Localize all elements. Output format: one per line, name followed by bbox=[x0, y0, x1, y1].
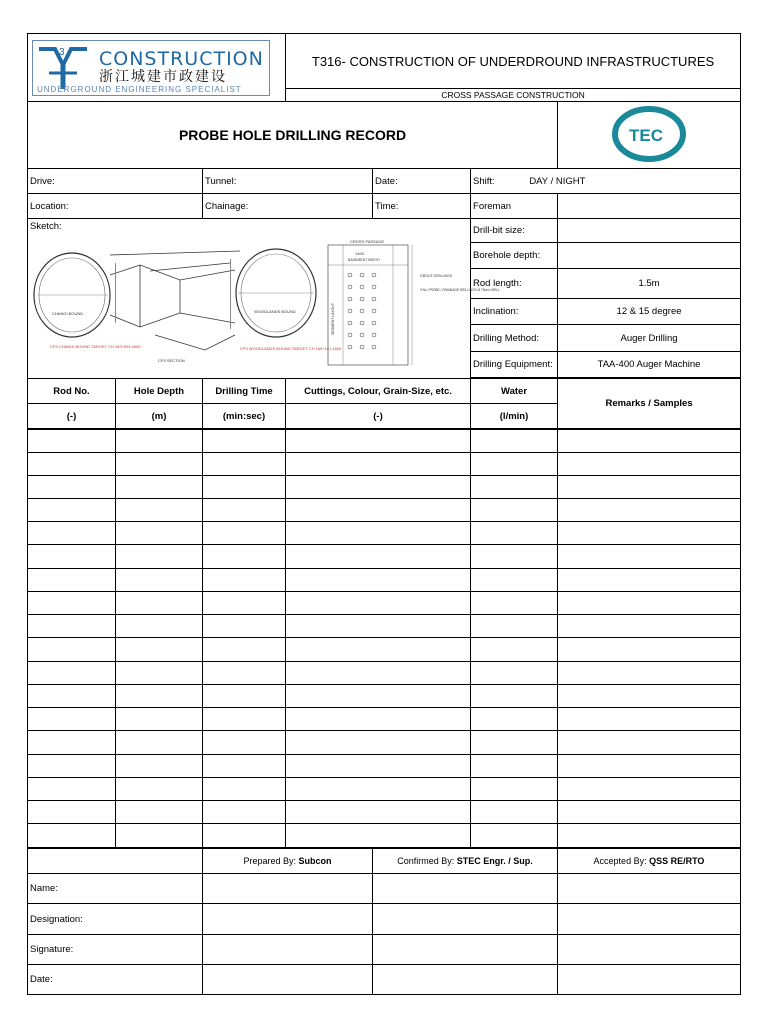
rod-no-cell[interactable] bbox=[28, 685, 116, 708]
remarks-cell[interactable] bbox=[558, 453, 741, 476]
drilling-time-cell[interactable] bbox=[203, 778, 286, 801]
remarks-cell[interactable] bbox=[558, 430, 741, 453]
log-row bbox=[28, 522, 741, 545]
log-row bbox=[28, 453, 741, 476]
rod-no-cell[interactable] bbox=[28, 453, 116, 476]
client-logo-icon bbox=[609, 105, 689, 163]
shift-value: DAY / NIGHT bbox=[529, 175, 586, 187]
col-remarks: Remarks / Samples bbox=[558, 379, 741, 429]
signoff-header-row bbox=[28, 849, 741, 874]
signoff-blank bbox=[28, 849, 203, 874]
log-row bbox=[28, 708, 741, 731]
shift-cell bbox=[471, 169, 741, 194]
cuttings-cell[interactable] bbox=[286, 522, 471, 545]
company-logo bbox=[32, 40, 270, 96]
water-cell[interactable] bbox=[471, 592, 558, 615]
signoff-designation-prepared[interactable] bbox=[203, 904, 373, 935]
signoff-designation-label: Designation: bbox=[28, 904, 203, 935]
remarks-cell[interactable] bbox=[558, 476, 741, 499]
remarks-cell[interactable] bbox=[558, 731, 741, 755]
rod-no-cell[interactable] bbox=[28, 476, 116, 499]
rod-no-cell[interactable] bbox=[28, 755, 116, 778]
hole-depth-cell[interactable] bbox=[116, 453, 203, 476]
signoff-date-accepted[interactable] bbox=[558, 965, 741, 995]
width-label: 1400 bbox=[355, 251, 364, 256]
rod-length-label: Rod length: bbox=[471, 269, 558, 299]
hole-depth-cell[interactable] bbox=[116, 685, 203, 708]
signoff-name-label: Name: bbox=[28, 874, 203, 904]
signoff-signature-confirmed[interactable] bbox=[373, 935, 558, 965]
hole-depth-cell[interactable] bbox=[116, 615, 203, 638]
hole-depth-cell[interactable] bbox=[116, 430, 203, 453]
cross-passage-outline bbox=[110, 251, 240, 350]
accepted-by-prefix: Accepted By: bbox=[593, 856, 650, 866]
signoff-row bbox=[28, 965, 741, 995]
drill-bit-value[interactable] bbox=[558, 219, 741, 243]
sub-title: CROSS PASSAGE CONSTRUCTION bbox=[286, 89, 741, 102]
section-label: CP3 SECTION bbox=[158, 358, 185, 363]
drilling-time-cell[interactable] bbox=[203, 708, 286, 731]
hole-depth-cell[interactable] bbox=[116, 801, 203, 824]
water-cell[interactable] bbox=[471, 453, 558, 476]
drilling-time-cell[interactable] bbox=[203, 662, 286, 685]
cuttings-cell[interactable] bbox=[286, 755, 471, 778]
log-row bbox=[28, 545, 741, 569]
signoff-row bbox=[28, 874, 741, 904]
rod-no-cell[interactable] bbox=[28, 638, 116, 662]
cuttings-cell[interactable] bbox=[286, 662, 471, 685]
col-water: Water bbox=[471, 379, 558, 404]
drilling-time-cell[interactable] bbox=[203, 499, 286, 522]
signoff-signature-accepted[interactable] bbox=[558, 935, 741, 965]
log-table-body bbox=[27, 429, 741, 848]
drilling-time-cell[interactable] bbox=[203, 592, 286, 615]
drilling-time-cell[interactable] bbox=[203, 522, 286, 545]
remarks-cell[interactable] bbox=[558, 778, 741, 801]
water-cell[interactable] bbox=[471, 522, 558, 545]
rod-no-cell[interactable] bbox=[28, 615, 116, 638]
log-row bbox=[28, 662, 741, 685]
segment-label: SEGMENT LAYOUT bbox=[331, 303, 335, 335]
cuttings-cell[interactable] bbox=[286, 778, 471, 801]
water-cell[interactable] bbox=[471, 499, 558, 522]
log-row bbox=[28, 778, 741, 801]
rod-no-cell[interactable] bbox=[28, 731, 116, 755]
col-hole-depth: Hole Depth bbox=[116, 379, 203, 404]
left-reference: CP3 CHANGI BOUND TARGET CH 169+094.0000 bbox=[50, 344, 141, 349]
log-row bbox=[28, 685, 741, 708]
hole-depth-cell[interactable] bbox=[116, 778, 203, 801]
drilling-time-cell[interactable] bbox=[203, 638, 286, 662]
cuttings-cell[interactable] bbox=[286, 430, 471, 453]
rod-length-value: 1.5m bbox=[558, 269, 741, 299]
hole-depth-cell[interactable] bbox=[116, 569, 203, 592]
rod-no-cell[interactable] bbox=[28, 801, 116, 824]
remarks-cell[interactable] bbox=[558, 755, 741, 778]
unit-cuttings: (-) bbox=[286, 404, 471, 429]
method-label: Drilling Method: bbox=[471, 325, 558, 352]
drilling-time-cell[interactable] bbox=[203, 453, 286, 476]
client-logo-text: TEC bbox=[629, 125, 664, 145]
drilling-time-cell[interactable] bbox=[203, 476, 286, 499]
log-row bbox=[28, 638, 741, 662]
accepted-by-header bbox=[558, 849, 741, 874]
cuttings-cell[interactable] bbox=[286, 569, 471, 592]
prepared-by-header bbox=[203, 849, 373, 874]
drilling-time-cell[interactable] bbox=[203, 731, 286, 755]
cuttings-cell[interactable] bbox=[286, 731, 471, 755]
signoff-row bbox=[28, 904, 741, 935]
water-cell[interactable] bbox=[471, 476, 558, 499]
log-row bbox=[28, 569, 741, 592]
hole-depth-cell[interactable] bbox=[116, 731, 203, 755]
rod-no-cell[interactable] bbox=[28, 499, 116, 522]
confirmed-by-prefix: Confirmed By: bbox=[397, 856, 457, 866]
drilling-time-cell[interactable] bbox=[203, 801, 286, 824]
accepted-by-value: QSS RE/RTO bbox=[649, 856, 705, 866]
water-cell[interactable] bbox=[471, 731, 558, 755]
log-header-row bbox=[28, 379, 741, 404]
rod-no-cell[interactable] bbox=[28, 824, 116, 848]
hole-depth-cell[interactable] bbox=[116, 476, 203, 499]
water-cell[interactable] bbox=[471, 662, 558, 685]
col-rod-no: Rod No. bbox=[28, 379, 116, 404]
cuttings-cell[interactable] bbox=[286, 708, 471, 731]
signoff-row bbox=[28, 935, 741, 965]
borehole-label: Borehole depth: bbox=[471, 243, 558, 269]
rod-no-cell[interactable] bbox=[28, 545, 116, 569]
remarks-cell[interactable] bbox=[558, 638, 741, 662]
svg-text:3: 3 bbox=[59, 46, 65, 58]
remarks-cell[interactable] bbox=[558, 592, 741, 615]
client-logo-cell bbox=[558, 102, 741, 169]
log-row bbox=[28, 824, 741, 848]
water-cell[interactable] bbox=[471, 638, 558, 662]
company-name: CONSTRUCTION bbox=[99, 48, 264, 71]
cuttings-cell[interactable] bbox=[286, 499, 471, 522]
cross-passage-label: CROSS PASSAGE bbox=[350, 239, 385, 244]
shift-label: Shift: bbox=[473, 175, 495, 187]
form-sheet bbox=[27, 33, 740, 994]
remarks-cell[interactable] bbox=[558, 545, 741, 569]
hole-depth-cell[interactable] bbox=[116, 755, 203, 778]
borehole-value[interactable] bbox=[558, 243, 741, 269]
remarks-cell[interactable] bbox=[558, 615, 741, 638]
probe-label: 3 No. PROBE / DRAINAGE DRILLINGS Ø 75mm DRILL bbox=[420, 288, 500, 292]
date-label: Date: bbox=[373, 169, 471, 194]
hole-depth-cell[interactable] bbox=[116, 522, 203, 545]
drilling-time-cell[interactable] bbox=[203, 569, 286, 592]
method-value: Auger Drilling bbox=[558, 325, 741, 352]
sketch-label: Sketch: bbox=[30, 221, 62, 232]
cuttings-cell[interactable] bbox=[286, 824, 471, 848]
signoff-name-prepared[interactable] bbox=[203, 874, 373, 904]
equipment-label: Drilling Equipment: bbox=[471, 352, 558, 378]
water-cell[interactable] bbox=[471, 824, 558, 848]
log-row bbox=[28, 615, 741, 638]
hole-depth-cell[interactable] bbox=[116, 545, 203, 569]
inclination-value: 12 & 15 degree bbox=[558, 299, 741, 325]
rod-no-cell[interactable] bbox=[28, 522, 116, 545]
water-cell[interactable] bbox=[471, 778, 558, 801]
drilling-time-cell[interactable] bbox=[203, 430, 286, 453]
cuttings-cell[interactable] bbox=[286, 685, 471, 708]
drilling-time-cell[interactable] bbox=[203, 545, 286, 569]
prepared-by-prefix: Prepared By: bbox=[243, 856, 299, 866]
unit-rod-no: (-) bbox=[28, 404, 116, 429]
rod-no-cell[interactable] bbox=[28, 778, 116, 801]
signoff-signature-prepared[interactable] bbox=[203, 935, 373, 965]
water-cell[interactable] bbox=[471, 569, 558, 592]
remarks-cell[interactable] bbox=[558, 801, 741, 824]
hole-depth-cell[interactable] bbox=[116, 824, 203, 848]
cuttings-cell[interactable] bbox=[286, 638, 471, 662]
hole-depth-cell[interactable] bbox=[116, 708, 203, 731]
foreman-label: Foreman bbox=[471, 194, 558, 219]
foreman-value[interactable] bbox=[558, 194, 741, 219]
cuttings-cell[interactable] bbox=[286, 801, 471, 824]
annotation-lines bbox=[115, 259, 231, 329]
col-drilling-time: Drilling Time bbox=[203, 379, 286, 404]
hole-depth-cell[interactable] bbox=[116, 592, 203, 615]
chainage-label: Chainage: bbox=[203, 194, 373, 219]
log-row bbox=[28, 499, 741, 522]
drive-label: Drive: bbox=[28, 169, 203, 194]
cuttings-cell[interactable] bbox=[286, 453, 471, 476]
cuttings-cell[interactable] bbox=[286, 476, 471, 499]
hole-depth-cell[interactable] bbox=[116, 499, 203, 522]
location-label: Location: bbox=[28, 194, 203, 219]
remarks-cell[interactable] bbox=[558, 569, 741, 592]
cuttings-cell[interactable] bbox=[286, 545, 471, 569]
left-tunnel-label: CHANGI BOUND bbox=[52, 311, 84, 316]
form-title: PROBE HOLE DRILLING RECORD bbox=[28, 102, 558, 169]
rod-no-cell[interactable] bbox=[28, 662, 116, 685]
signoff-name-confirmed[interactable] bbox=[373, 874, 558, 904]
rod-no-cell[interactable] bbox=[28, 569, 116, 592]
signoff-date-label: Date: bbox=[28, 965, 203, 995]
signoff-date-prepared[interactable] bbox=[203, 965, 373, 995]
water-cell[interactable] bbox=[471, 801, 558, 824]
remarks-cell[interactable] bbox=[558, 499, 741, 522]
log-row bbox=[28, 430, 741, 453]
signoff-date-confirmed[interactable] bbox=[373, 965, 558, 995]
drilling-time-cell[interactable] bbox=[203, 615, 286, 638]
contract-title: T316- CONSTRUCTION OF UNDERDROUND INFRASTRUCTURES bbox=[286, 34, 741, 89]
log-row bbox=[28, 592, 741, 615]
cuttings-cell[interactable] bbox=[286, 592, 471, 615]
remarks-cell[interactable] bbox=[558, 824, 741, 848]
signoff-designation-confirmed[interactable] bbox=[373, 904, 558, 935]
log-row bbox=[28, 476, 741, 499]
rod-no-cell[interactable] bbox=[28, 430, 116, 453]
unit-hole-depth: (m) bbox=[116, 404, 203, 429]
company-logo-cell bbox=[28, 34, 286, 102]
prepared-by-value: Subcon bbox=[298, 856, 332, 866]
drilling-time-cell[interactable] bbox=[203, 685, 286, 708]
inclination-label: Inclination: bbox=[471, 299, 558, 325]
col-cuttings: Cuttings, Colour, Grain-Size, etc. bbox=[286, 379, 471, 404]
signoff-name-accepted[interactable] bbox=[558, 874, 741, 904]
water-cell[interactable] bbox=[471, 430, 558, 453]
signoff-designation-accepted[interactable] bbox=[558, 904, 741, 935]
cuttings-cell[interactable] bbox=[286, 615, 471, 638]
form-table bbox=[27, 33, 741, 429]
unit-water: (l/min) bbox=[471, 404, 558, 429]
water-cell[interactable] bbox=[471, 708, 558, 731]
equipment-value: TAA-400 Auger Machine bbox=[558, 352, 741, 378]
water-cell[interactable] bbox=[471, 545, 558, 569]
remarks-cell[interactable] bbox=[558, 522, 741, 545]
drilling-time-cell[interactable] bbox=[203, 824, 286, 848]
right-tunnel-label: WOODLANDS BOUND bbox=[254, 309, 296, 314]
drilling-time-cell[interactable] bbox=[203, 755, 286, 778]
right-reference: CP3 WOODLANDS BOUND TARGET CH 169+121.1600 bbox=[240, 346, 342, 351]
remarks-cell[interactable] bbox=[558, 662, 741, 685]
right-tunnel-section bbox=[236, 249, 316, 337]
grout-label: GROUT DRILLINGS bbox=[420, 274, 453, 278]
unit-drilling-time: (min:sec) bbox=[203, 404, 286, 429]
confirmed-by-value: STEC Engr. / Sup. bbox=[456, 856, 533, 866]
time-label: Time: bbox=[373, 194, 471, 219]
remarks-cell[interactable] bbox=[558, 708, 741, 731]
hole-depth-cell[interactable] bbox=[116, 662, 203, 685]
tunnel-label: Tunnel: bbox=[203, 169, 373, 194]
log-row bbox=[28, 731, 741, 755]
rod-no-cell[interactable] bbox=[28, 592, 116, 615]
drill-bit-label: Drill-bit size: bbox=[471, 219, 558, 243]
confirmed-by-header bbox=[373, 849, 558, 874]
rod-no-cell[interactable] bbox=[28, 708, 116, 731]
width-note: BASEMENT WIDTH bbox=[348, 258, 380, 262]
remarks-cell[interactable] bbox=[558, 685, 741, 708]
signoff-signature-label: Signature: bbox=[28, 935, 203, 965]
hole-depth-cell[interactable] bbox=[116, 638, 203, 662]
signoff-table bbox=[27, 848, 741, 995]
left-tunnel-section bbox=[34, 253, 110, 337]
company-chinese-name: 浙江城建市政建设 bbox=[99, 69, 227, 86]
water-cell[interactable] bbox=[471, 755, 558, 778]
water-cell[interactable] bbox=[471, 685, 558, 708]
log-row bbox=[28, 801, 741, 824]
water-cell[interactable] bbox=[471, 615, 558, 638]
log-row bbox=[28, 755, 741, 778]
company-tagline: UNDERGROUND ENGINEERING SPECIALIST bbox=[37, 84, 242, 94]
